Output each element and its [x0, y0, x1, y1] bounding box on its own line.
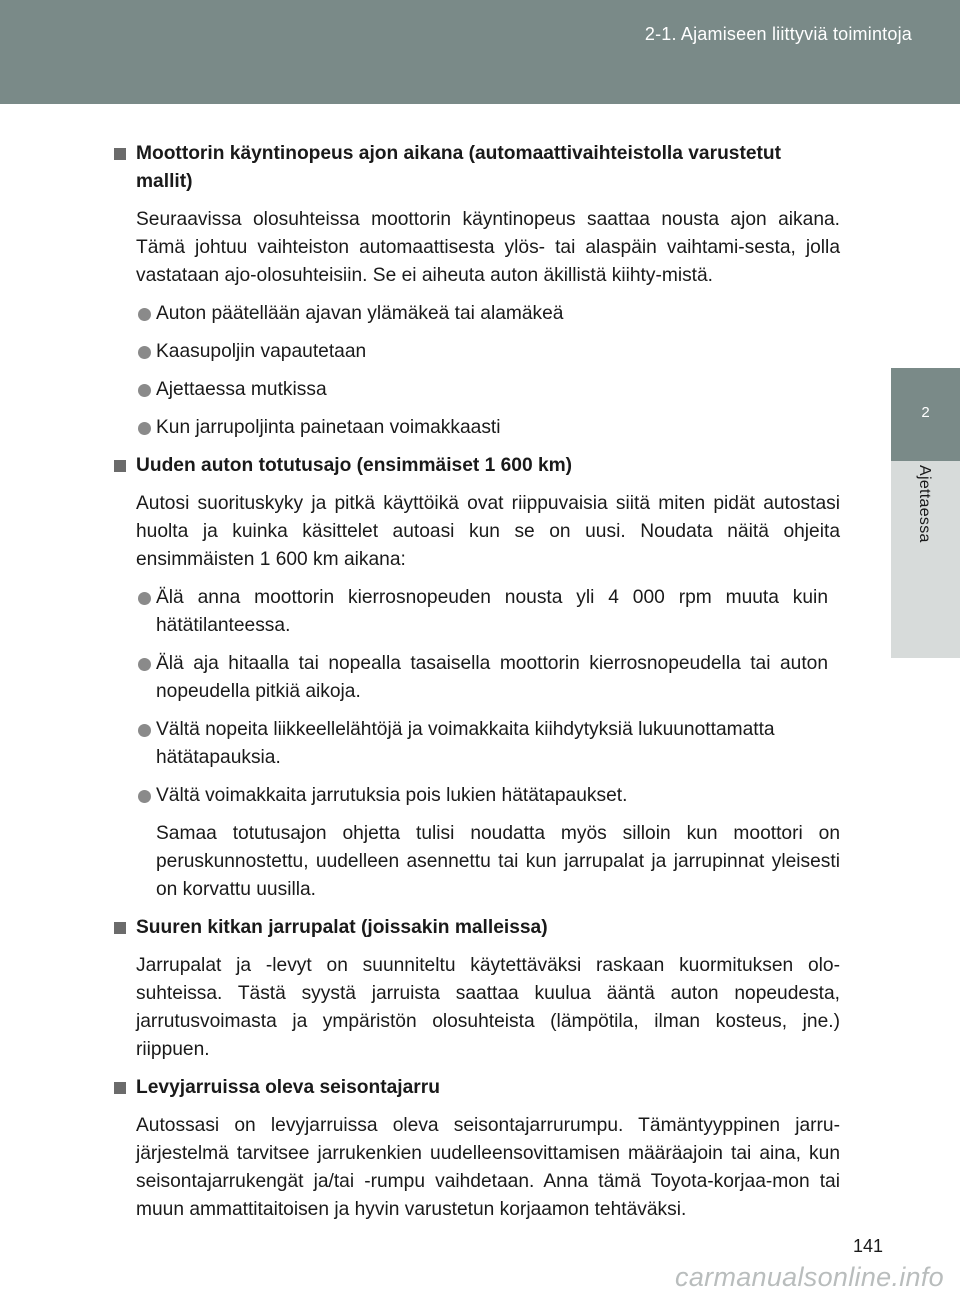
list-item — [112, 300, 840, 328]
list-item-text: Kaasupoljin vapautetaan — [156, 341, 367, 362]
section-heading-text: Suuren kitkan jarrupalat (joissakin malleissa) — [136, 917, 548, 938]
square-bullet-icon — [114, 1082, 126, 1094]
chapter-title: 2-1. Ajamiseen liittyviä toimintoja — [644, 24, 912, 44]
header-band — [0, 0, 960, 104]
list-item — [112, 650, 840, 706]
section-paragraph: Seuraavissa olosuhteissa moottorin käyntinopeus saattaa nousta ajon aikana. Tämä johtuu vaihteiston automaattisesta ylös- tai alaspäin vaihtami-sesta, jolla vastataan ajo-olosuhteisiin. Se ei aiheuta auton äkillistä kiihty-mistä. — [136, 209, 840, 286]
list-item-text: Auton päätellään ajavan ylämäkeä tai alamäkeä — [156, 303, 564, 324]
list-item — [112, 414, 840, 442]
section-paragraph: Autosi suorituskyky ja pitkä käyttöikä ovat riippuvaisia siitä miten pidät autostasi huolta ja kuinka käsittelet autoasi kun se on uusi. Noudata näitä ohjeita ensimmäisten 1 600 km aikana: — [136, 493, 840, 570]
list-item-text: Kun jarrupoljinta painetaan voimakkaasti — [156, 417, 501, 438]
square-bullet-icon — [114, 460, 126, 472]
section-parking-brake — [112, 1074, 840, 1224]
circle-bullet-icon — [138, 346, 151, 359]
list-item-text: Vältä voimakkaita jarrutuksia pois lukien hätätapaukset. — [156, 785, 628, 806]
section-paragraph: Autossasi on levyjarruissa oleva seisontajarrurumpu. Tämäntyyppinen jarru-järjestelmä tarvitsee jarrukenkien uudelleensovittamisen määräajoin tai aina, kun seisontajarrukengät ja/tai -rumpu vaihdetaan. Anna tämä Toyota-korjaa-mon tai muun ammattitaitoisen ja hyvin varustetun korjaamon tehtäväksi. — [136, 1115, 840, 1220]
section-paragraph: Jarrupalat ja -levyt on suunniteltu käytettäväksi raskaan kuormituksen olo-suhteissa. Tästä syystä jarruista saattaa kuulua ääntä auton nopeudesta, jarrutusvoimasta ja ympäristön olosuhteista (lämpötila, ilman kosteus, jne.) riippuen. — [136, 955, 840, 1060]
circle-bullet-icon — [138, 422, 151, 435]
section-break-in — [112, 452, 840, 904]
list-item-text: Ajettaessa mutkissa — [156, 379, 327, 400]
section-engine-speed — [112, 140, 840, 442]
square-bullet-icon — [114, 148, 126, 160]
section-heading — [112, 140, 840, 196]
circle-bullet-icon — [138, 592, 151, 605]
page-number: 141 — [852, 1236, 883, 1256]
section-brake-pads — [112, 914, 840, 1064]
section-note: Samaa totutusajon ohjetta tulisi noudatta myös silloin kun moottori on peruskunnostettu, uudelleen asennettu tai kun jarrupalat ja jarrupinnat yleisesti on korvattu uusilla. — [156, 823, 840, 900]
circle-bullet-icon — [138, 724, 151, 737]
chapter-tab-label-block — [891, 461, 960, 658]
list-item — [112, 782, 840, 810]
chapter-tab-number: 2 — [921, 404, 930, 421]
section-heading-text: Uuden auton totutusajo (ensimmäiset 1 600 km) — [136, 455, 573, 476]
section-heading — [112, 452, 840, 480]
list-item-text: Älä aja hitaalla tai nopealla tasaisella moottorin kierrosnopeudella tai auton nopeudella pitkiä aikoja. — [156, 653, 828, 702]
list-item-text: Vältä nopeita liikkeellelähtöjä ja voimakkaita kiihdytyksiä lukuunottamatta hätätapauksia. — [156, 719, 775, 768]
watermark: carmanualsonline.info — [675, 1262, 944, 1292]
circle-bullet-icon — [138, 790, 151, 803]
section-heading-text: Levyjarruissa oleva seisontajarru — [136, 1077, 440, 1098]
section-heading — [112, 914, 840, 942]
square-bullet-icon — [114, 922, 126, 934]
list-item — [112, 376, 840, 404]
section-heading-text: Moottorin käyntinopeus ajon aikana (automaattivaihteistolla varustetut mallit) — [136, 143, 782, 192]
chapter-tab-number-block — [891, 368, 960, 461]
main-content — [112, 140, 840, 1234]
circle-bullet-icon — [138, 384, 151, 397]
circle-bullet-icon — [138, 308, 151, 321]
chapter-tab-label: Ajettaessa — [916, 465, 933, 543]
list-item — [112, 338, 840, 366]
section-heading — [112, 1074, 840, 1102]
list-item — [112, 716, 840, 772]
list-item-text: Älä anna moottorin kierrosnopeuden nousta yli 4 000 rpm muuta kuin hätätilanteessa. — [156, 587, 828, 636]
circle-bullet-icon — [138, 658, 151, 671]
list-item — [112, 584, 840, 640]
